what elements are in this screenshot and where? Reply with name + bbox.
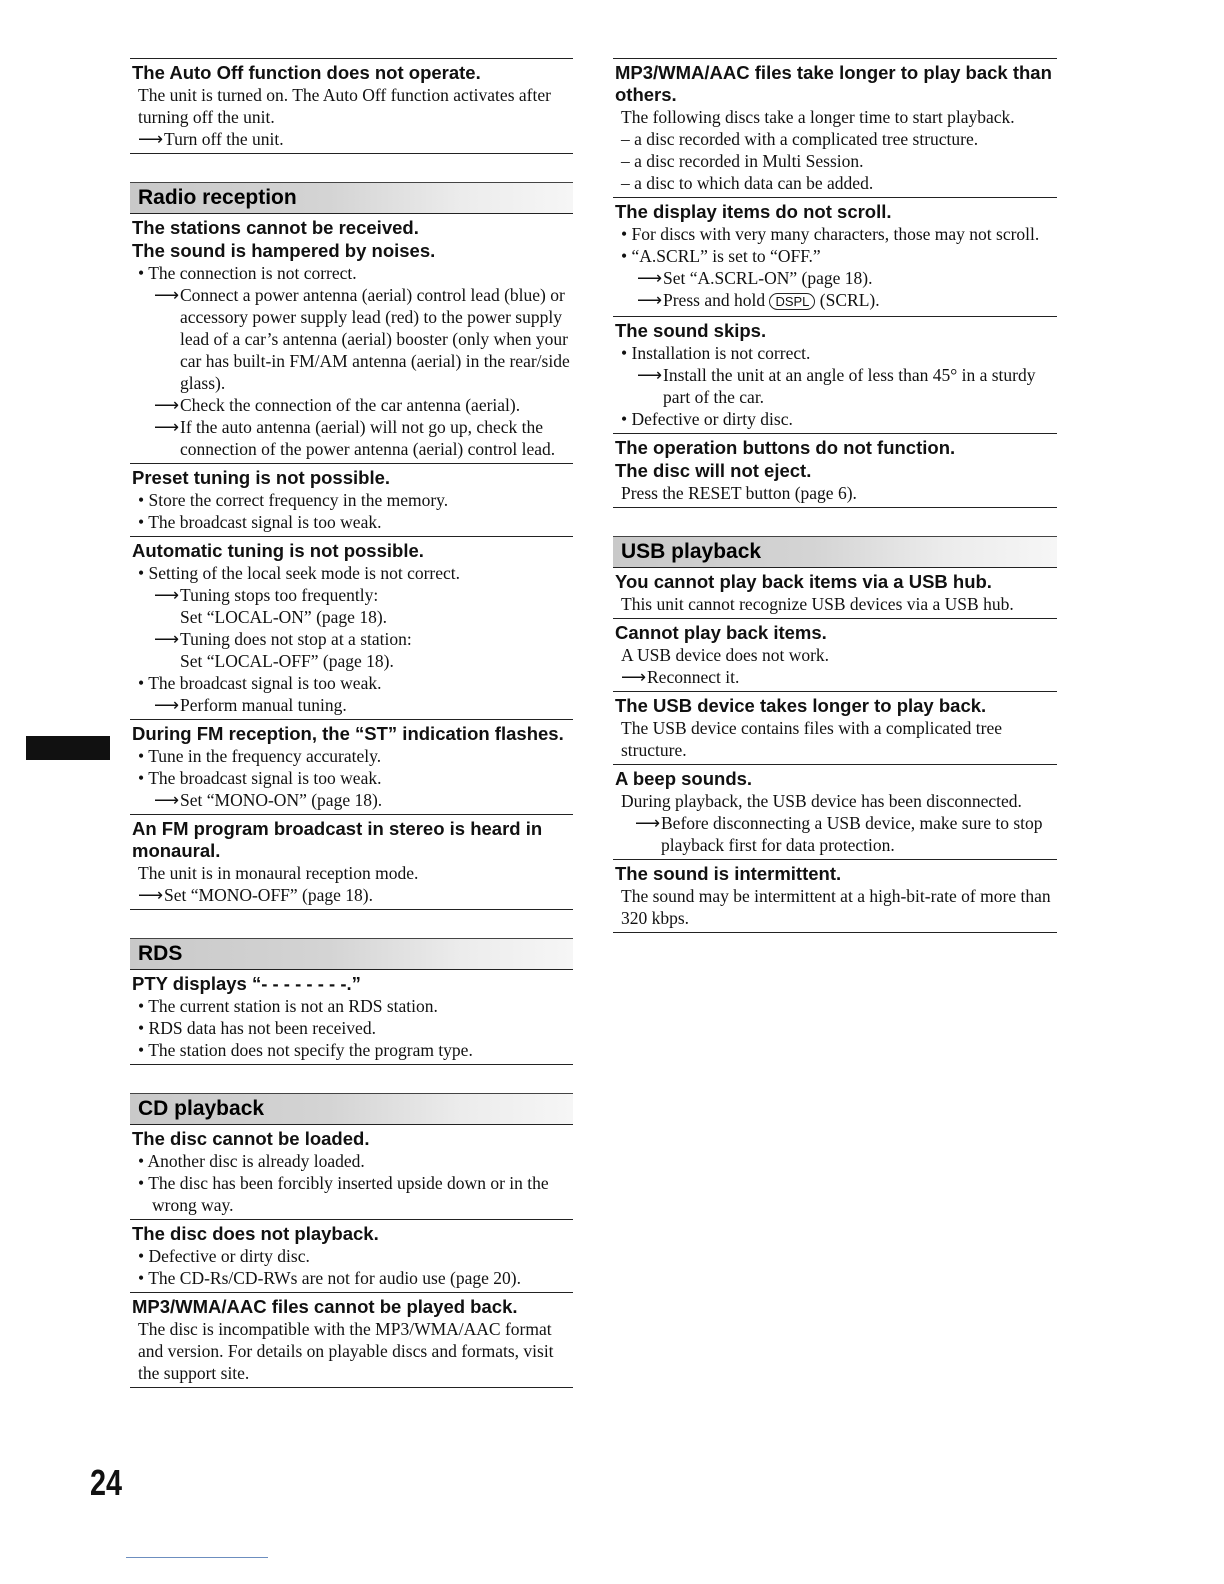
arrow-icon: ⟶ <box>637 365 663 385</box>
entry-title: The Auto Off function does not operate. <box>132 62 481 83</box>
entry-body: The USB device contains files with a complicated tree structure. <box>621 718 1002 760</box>
right-column <box>613 58 1057 933</box>
remedy-item: ⟶Press and hold DSPL (SCRL). <box>637 290 880 310</box>
bullet-item: • RDS data has not been received. <box>138 1018 376 1038</box>
arrow-icon: ⟶ <box>154 395 180 415</box>
bullet-item: • The broadcast signal is too weak. <box>138 768 382 788</box>
remedy-item: ⟶Tuning stops too frequently: <box>154 585 379 605</box>
entry-usb-hub <box>613 568 1057 618</box>
entry-title: Automatic tuning is not possible. <box>132 540 424 561</box>
entry-title: The disc does not playback. <box>132 1223 379 1244</box>
bullet-item: • Another disc is already loaded. <box>138 1151 365 1171</box>
remedy-item: ⟶Set “MONO-OFF” (page 18). <box>138 885 373 905</box>
entry-title: The stations cannot be received. <box>132 217 419 238</box>
entry-title: PTY displays “- - - - - - - -.” <box>132 973 361 994</box>
bullet-item: • The current station is not an RDS station. <box>138 996 438 1016</box>
section-tab-marker <box>26 736 110 760</box>
entry-title: The sound skips. <box>615 320 767 341</box>
arrow-icon: ⟶ <box>154 585 180 605</box>
arrow-icon: ⟶ <box>154 629 180 649</box>
arrow-icon: ⟶ <box>154 285 180 305</box>
arrow-icon: ⟶ <box>154 417 180 437</box>
remedy-item: ⟶Tuning does not stop at a station: <box>154 629 412 649</box>
arrow-icon: ⟶ <box>621 667 647 687</box>
remedy-detail: Set “LOCAL-OFF” (page 18). <box>180 651 394 671</box>
footer-rule <box>126 1557 268 1558</box>
remedy-item: ⟶Set “MONO-ON” (page 18). <box>154 790 383 810</box>
remedy-item: ⟶Before disconnecting a USB device, make sure to stop playback first for data protection. <box>635 813 1043 855</box>
dash-item: – a disc recorded in Multi Session. <box>621 151 864 171</box>
entry-pty <box>130 970 573 1065</box>
entry-title-2: The sound is hampered by noises. <box>132 240 436 261</box>
entry-title: The USB device takes longer to play back. <box>615 695 987 716</box>
entry-monaural <box>130 814 573 910</box>
entry-buttons <box>613 433 1057 508</box>
entry-body: A USB device does not work. <box>621 645 830 665</box>
entry-beep <box>613 764 1057 859</box>
arrow-icon: ⟶ <box>637 290 663 310</box>
remedy-item: ⟶Install the unit at an angle of less than 45° in a sturdy part of the car. <box>637 365 1036 407</box>
bullet-item: • The disc has been forcibly inserted upside down or in the wrong way. <box>138 1173 549 1215</box>
bullet-item: • The connection is not correct. <box>138 263 357 283</box>
dspl-button-icon: DSPL <box>769 293 815 310</box>
entry-title: You cannot play back items via a USB hub. <box>615 571 992 592</box>
bullet-item: • The broadcast signal is too weak. <box>138 673 382 693</box>
entry-title: The display items do not scroll. <box>615 201 892 222</box>
entry-title: Cannot play back items. <box>615 622 827 643</box>
entry-body: The following discs take a longer time to start playback. <box>621 107 1015 127</box>
entry-title: An FM program broadcast in stereo is heard in monaural. <box>132 818 543 861</box>
entry-disc-not-play <box>130 1219 573 1292</box>
entry-body: This unit cannot recognize USB devices via a USB hub. <box>621 594 1014 614</box>
entry-title: A beep sounds. <box>615 768 753 789</box>
entry-title: MP3/WMA/AAC files take longer to play back than others. <box>615 62 1052 105</box>
bullet-item: • Defective or dirty disc. <box>621 409 793 429</box>
arrow-icon: ⟶ <box>154 695 180 715</box>
section-header-radio: Radio reception <box>130 182 573 214</box>
entry-title: The sound is intermittent. <box>615 863 842 884</box>
arrow-icon: ⟶ <box>154 790 180 810</box>
entry-preset <box>130 463 573 536</box>
bullet-item: • For discs with very many characters, those may not scroll. <box>621 224 1040 244</box>
bullet-item: • Installation is not correct. <box>621 343 811 363</box>
entry-title-2: The disc will not eject. <box>615 460 812 481</box>
arrow-icon: ⟶ <box>635 813 661 833</box>
entry-st-flash <box>130 719 573 814</box>
entry-body: The unit is turned on. The Auto Off function activates after turning off the unit. <box>138 85 551 127</box>
entry-title: The disc cannot be loaded. <box>132 1128 370 1149</box>
arrow-icon: ⟶ <box>138 885 164 905</box>
entry-usb-longer <box>613 691 1057 764</box>
page-number: 24 <box>90 1462 123 1503</box>
entry-usb-cannot <box>613 618 1057 691</box>
entry-title: Preset tuning is not possible. <box>132 467 391 488</box>
entry-stations <box>130 214 573 463</box>
entry-no-scroll <box>613 197 1057 316</box>
remedy-item: ⟶Reconnect it. <box>621 667 740 687</box>
bullet-item: • The CD-Rs/CD-RWs are not for audio use (page 20). <box>138 1268 521 1288</box>
entry-title: MP3/WMA/AAC files cannot be played back. <box>132 1296 518 1317</box>
entry-auto-tune <box>130 536 573 719</box>
entry-disc-not-loaded <box>130 1125 573 1219</box>
entry-title: The operation buttons do not function. <box>615 437 956 458</box>
left-column <box>130 58 573 1388</box>
remedy-detail: Set “LOCAL-ON” (page 18). <box>180 607 388 627</box>
section-header-usb: USB playback <box>613 536 1057 568</box>
bullet-item: • Setting of the local seek mode is not correct. <box>138 563 461 583</box>
entry-body: The disc is incompatible with the MP3/WMA/AAC format and version. For details on playable discs and formats, visit the support site. <box>138 1319 554 1383</box>
entry-title: During FM reception, the “ST” indication flashes. <box>132 723 564 744</box>
bullet-item: • Store the correct frequency in the memory. <box>138 490 449 510</box>
entry-sound-skips <box>613 316 1057 433</box>
bullet-item: • Tune in the frequency accurately. <box>138 746 382 766</box>
arrow-icon: ⟶ <box>138 129 164 149</box>
entry-mp3-cannot-play <box>130 1292 573 1388</box>
entry-body: Press the RESET button (page 6). <box>621 483 857 503</box>
entry-mp3-longer <box>613 58 1057 197</box>
remedy-item: ⟶If the auto antenna (aerial) will not go up, check the connection of the power antenna (aerial) control lead. <box>154 417 556 459</box>
arrow-icon: ⟶ <box>637 268 663 288</box>
bullet-item: • The broadcast signal is too weak. <box>138 512 382 532</box>
bullet-item: • “A.SCRL” is set to “OFF.” <box>621 246 821 266</box>
entry-body: The sound may be intermittent at a high-bit-rate of more than 320 kbps. <box>621 886 1051 928</box>
entry-fix: ⟶Turn off the unit. <box>138 129 284 149</box>
entry-body: During playback, the USB device has been disconnected. <box>621 791 1022 811</box>
remedy-item: ⟶Set “A.SCRL-ON” (page 18). <box>637 268 873 288</box>
entry-intermittent <box>613 859 1057 933</box>
dash-item: – a disc to which data can be added. <box>621 173 874 193</box>
entry-auto-off <box>130 58 573 154</box>
dash-item: – a disc recorded with a complicated tree structure. <box>621 129 979 149</box>
remedy-item: ⟶Connect a power antenna (aerial) control lead (blue) or accessory power supply lead (red) to the power supply lead of a car’s antenna (aerial) booster (only when your car has built-in FM/AM antenna (aerial) in the rear/side glass). <box>154 285 570 393</box>
bullet-item: • The station does not specify the program type. <box>138 1040 473 1060</box>
remedy-item: ⟶Check the connection of the car antenna (aerial). <box>154 395 521 415</box>
bullet-item: • Defective or dirty disc. <box>138 1246 310 1266</box>
section-header-rds: RDS <box>130 938 573 970</box>
section-header-cd: CD playback <box>130 1093 573 1125</box>
entry-body: The unit is in monaural reception mode. <box>138 863 419 883</box>
remedy-item: ⟶Perform manual tuning. <box>154 695 347 715</box>
